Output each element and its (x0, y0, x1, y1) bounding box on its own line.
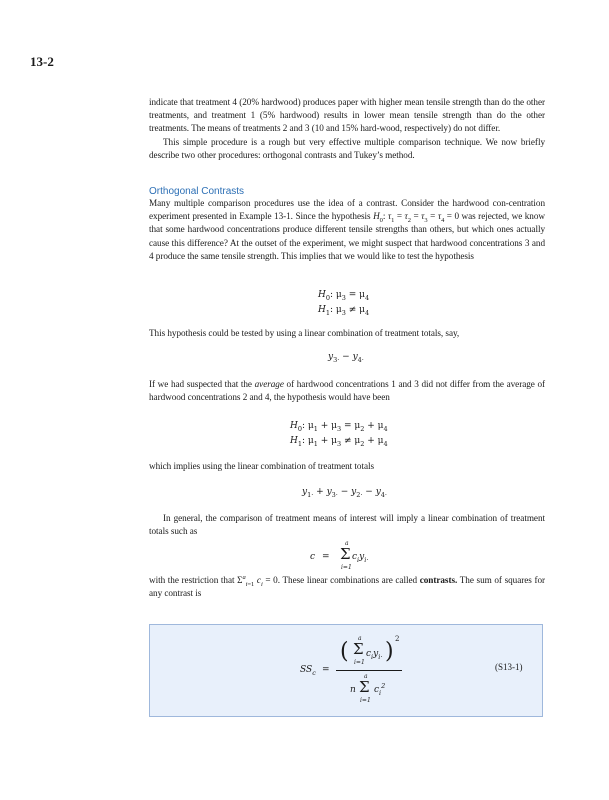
paragraph-1: indicate that treatment 4 (20% hardwood) produces paper with higher mean tensile strength than do the other treatments, and treatment 1 (5% hardwood) results in lower mean tensile strength than do the other treatments. The means of treatments 2 and 3 (10 and 15% hard-wood, respectively) do not differ. (149, 97, 545, 134)
paragraph-7: In general, the comparison of treatment means of interest will imply a linear combination of treatment totals such as (149, 513, 545, 537)
formula-box (149, 624, 543, 717)
hypothesis-null-2: $H_0$: $\mu_1 + \mu_3 = \mu_2 + \mu_4$ (290, 421, 388, 433)
paragraph-4: This hypothesis could be tested by using a linear combination of treatment totals, say, (149, 328, 460, 338)
hypothesis-alt-1: $H_1$: $\mu_3 \ne \mu_4$ (318, 305, 370, 317)
section-heading: Orthogonal Contrasts (149, 186, 245, 197)
equation-number: (S13-1) (495, 662, 523, 672)
hypothesis-null-1: $H_0$: $\mu_3 = \mu_4$ (318, 290, 370, 302)
paragraph-2: This simple procedure is a rough but very effective multiple comparison technique. We now briefly describe two other procedures: orthogonal contrasts and Tukey’s method. (149, 136, 545, 160)
paragraph-8: with the restriction that $\Sigma^a_{i=1}$ $c_i = 0$. These linear combinations are called contrasts. The sum of squares for any contrast is (149, 573, 546, 599)
linear-combination-1: $y_{3\cdot} - y_{4\cdot}$ (328, 352, 364, 364)
hypothesis-alt-2: $H_1$: $\mu_1 + \mu_3 \ne \mu_2 + \mu_4$ (290, 436, 388, 448)
page-number: 13-2 (30, 54, 54, 69)
paragraph-3: Many multiple comparison procedures use the idea of a contrast. Consider the hardwood con-centration experiment presented in Example 13-1. Since the hypothesis $H_0$: $\tau_1 = \tau_2 = \tau_3 = \tau_4 = 0$ was rejected, we know that some hardwood concentrations produce different tensile strengths than others, but which ones actually cause this difference? At the outset of the experiment, we might suspect that hardwood concentrations 3 and 4 produce the same tensile strength. This implies that we would like to test the hypothesis (149, 198, 545, 261)
paragraph-6: which implies using the linear combination of treatment totals (149, 461, 375, 471)
linear-combination-2: $y_{1\cdot} + y_{3\cdot} - y_{2\cdot} - y_{4\cdot}$ (302, 487, 387, 499)
body-text-top (149, 96, 545, 162)
section-orthogonal-contrasts (149, 186, 545, 263)
paragraph-5: If we had suspected that the average of hardwood concentrations 1 and 3 did not differ from the average of hardwood concentrations 2 and 4, the hypothesis would have been (149, 379, 546, 403)
sum-of-squares-formula: $SS_c$ = ( a Σ i=1 $c_iy_{i\cdot}$ ) 2 n a Σ i=1 $c_i^2$ (S13-1) (300, 635, 523, 704)
